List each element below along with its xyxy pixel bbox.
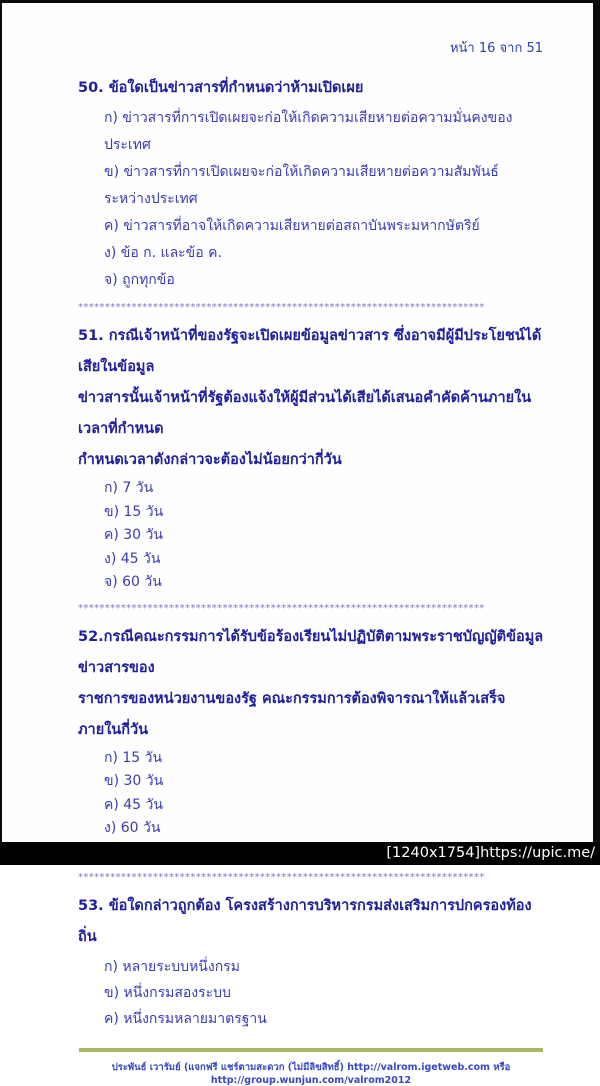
question-title-line: กำหนดเวลาดังกล่าวจะต้องไม่น้อยกว่ากี่วัน: [78, 452, 342, 468]
page-indicator: หน้า 16 จาก 51: [449, 41, 543, 56]
options-list: [78, 477, 544, 595]
option-item: ก) 15 วัน: [104, 749, 163, 766]
options-list: [78, 105, 544, 294]
option-item: ก) หลายระบบหนึ่งกรม: [104, 959, 240, 975]
options-list: [78, 954, 544, 1032]
question-title-line: 53. ข้อใดกล่าวถูกต้อง โครงสร้างการบริหารกรมส่งเสริมการปกครองท้องถิ่น: [78, 898, 532, 945]
option-item: ค) ข่าวสารที่อาจให้เกิดความเสียหายต่อสถาบันพระมหากษัตริย์: [104, 218, 480, 234]
question-title-line: 50. ข้อใดเป็นข่าวสารที่กำหนดว่าห้ามเปิดเผย: [78, 80, 364, 96]
question-title: [78, 321, 544, 476]
question-title-line: 52.กรณีคณะกรรมการได้รับข้อร้องเรียนไม่ปฏิบัติตามพระราชบัญญัติข้อมูลข่าวสารของ: [78, 628, 544, 676]
footer-credit-line: ประพันธ์ เวารัมย์ (แจกฟรี แชร์ตามสะดวก (ไม่มีลิขสิทธิ์) http://valrom.igetweb.com หรือ http://group.wunjun.com/valrom2012: [111, 1062, 511, 1086]
question-title-line: ข่าวสารนั้นเจ้าหน้าที่รัฐต้องแจ้งให้ผู้มีส่วนได้เสียได้เสนอคำคัดค้านภายในเวลาที่กำหนด: [78, 390, 532, 437]
option-item: ง) 60 วัน: [104, 820, 161, 836]
option-item: ค) 30 วัน: [104, 527, 163, 543]
option-item: ค) 45 วัน: [104, 796, 163, 813]
asterisk-separator: ****************************************************************************: [78, 872, 485, 883]
watermark-bar: [0, 842, 600, 865]
question-title-line: ราชการของหน่วยงานของรัฐ คณะกรรมการต้องพิจารณาให้แล้วเสร็จภายในกี่วัน: [78, 690, 506, 738]
option-item: ก) 7 วัน: [104, 480, 154, 496]
question-title: [78, 622, 544, 746]
option-item: ง) 45 วัน: [104, 550, 161, 567]
option-item: ง) ข้อ ก. และข้อ ค.: [104, 245, 222, 261]
option-item: ข) 30 วัน: [104, 773, 164, 789]
option-item: ก) ข่าวสารที่การเปิดเผยจะก่อให้เกิดความเสียหายต่อความมั่นคงของประเทศ: [104, 110, 513, 153]
question-block-51: [78, 321, 544, 617]
page-content: [78, 73, 544, 1086]
option-item: ค) หนึ่งกรมหลายมาตรฐาน: [104, 1011, 267, 1027]
option-item: ข) ข่าวสารที่การเปิดเผยจะก่อให้เกิดความเสียหายต่อความสัมพันธ์ระหว่างประเทศ: [104, 164, 499, 207]
question-title-line: 51. กรณีเจ้าหน้าที่ของรัฐจะเปิดเผยข้อมูลข่าวสาร ซึ่งอาจมีผู้มีประโยชน์ได้เสียในข้อมูล: [78, 328, 542, 375]
watermark-text: [1240x1754]https://upic.me/: [386, 845, 595, 861]
option-item: ข) หนึ่งกรมสองระบบ: [104, 985, 231, 1001]
option-item: ข) 15 วัน: [104, 503, 164, 520]
option-item: จ) 60 วัน: [104, 574, 162, 590]
question-block-53: [78, 891, 544, 1032]
asterisk-separator: ****************************************************************************: [78, 602, 485, 614]
footer-divider: [79, 1048, 543, 1052]
question-title: [78, 891, 544, 953]
option-item: จ) ถูกทุกข้อ: [104, 272, 175, 288]
asterisk-separator: ****************************************************************************: [78, 302, 485, 313]
question-block-50: [78, 73, 544, 316]
question-title: [78, 73, 544, 104]
